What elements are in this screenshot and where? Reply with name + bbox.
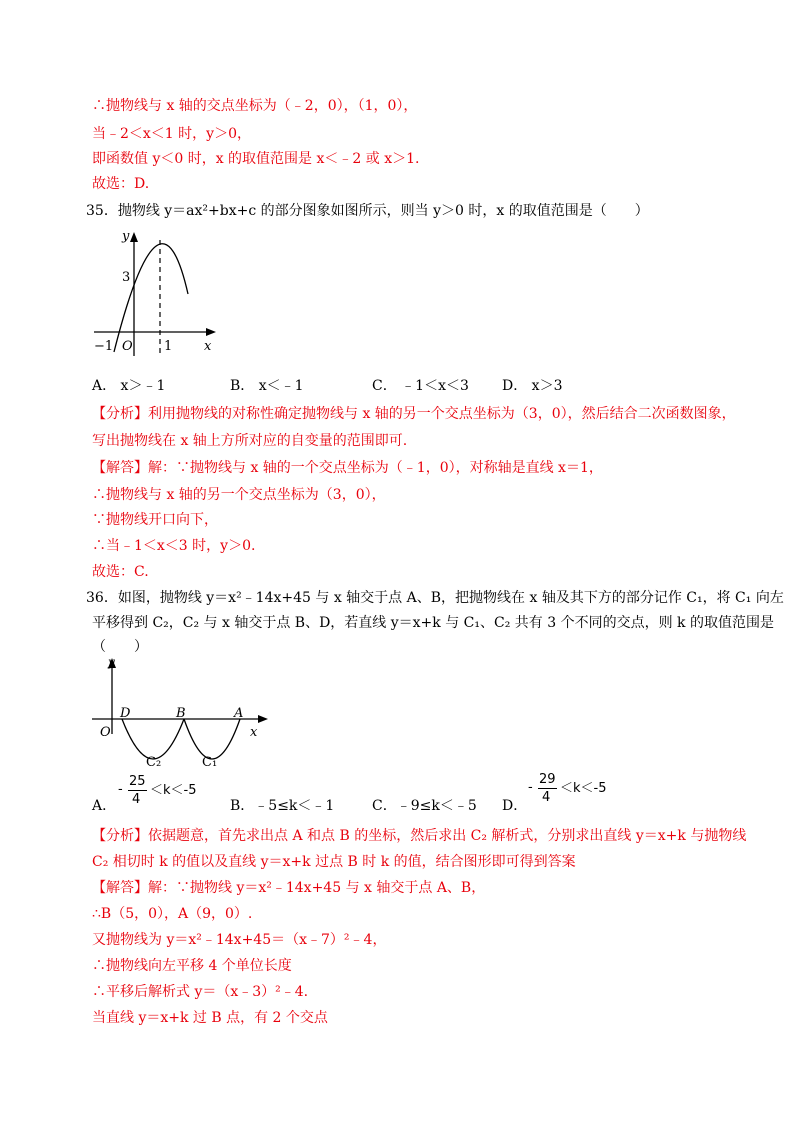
q36-option-d-label: D． — [502, 798, 528, 814]
q36-solution-5: ∴平移后解析式 y＝（x﹣3）²﹣4. — [92, 984, 309, 1000]
q36-fig-b: B — [176, 706, 186, 721]
q35-option-d: D． x＞3 — [502, 378, 563, 394]
q35-solution-3: ∵抛物线开口向下， — [92, 512, 218, 528]
q36-solution-2: ∴B（5，0），A（9，0）. — [92, 906, 253, 922]
q36-solution-3: 又抛物线为 y＝x²﹣14x+45＝（x﹣7）²﹣4， — [92, 932, 387, 948]
q35-fig-y: y — [122, 229, 130, 244]
q36-option-b: B．﹣5≤k＜﹣1 — [230, 798, 335, 814]
q35-fig-x: x — [204, 339, 212, 354]
q36-fig-a: A — [234, 706, 244, 721]
q36-stem-1: 36．如图，抛物线 y＝x²﹣14x+45 与 x 轴交于点 A、B，把抛物线在 x 轴及其下方的部分记作 C₁，将 C₁ 向左 — [86, 590, 784, 606]
q35-option-a: A． x＞﹣1 — [92, 378, 166, 394]
q35-fig-o: O — [122, 339, 133, 354]
q36-option-a-num: 25 — [129, 774, 146, 789]
q36-stem-3: （ ） — [92, 639, 148, 655]
q35-solution-1: 【解答】解：∵抛物线与 x 轴的一个交点坐标为（﹣1，0），对称轴是直线 x＝1， — [92, 460, 603, 476]
q36-fig-d: D — [120, 706, 131, 721]
q36-fig-o: O — [100, 725, 111, 740]
q35-solution-4: ∴当﹣1＜x＜3 时，y＞0. — [92, 538, 256, 554]
q35-fig-1: 1 — [164, 339, 173, 354]
q35-stem: 35．抛物线 y＝ax²+bx+c 的部分图象如图所示，则当 y＞0 时，x 的取值范围是（ ） — [86, 203, 649, 219]
q35-fig-m1: −1 — [94, 339, 114, 354]
q35-figure — [92, 226, 232, 358]
q36-option-a-label: A． — [92, 798, 117, 814]
q36-option-d-num: 29 — [539, 772, 556, 787]
q35-analysis-2: 写出抛物线在 x 轴上方所对应的自变量的范围即可. — [92, 433, 408, 449]
q35-solution-2: ∴抛物线与 x 轴的另一个交点坐标为（3，0）， — [92, 487, 386, 503]
q36-option-d-den: 4 — [542, 790, 551, 805]
q35-solution-5: 故选：C. — [92, 564, 149, 580]
q35-analysis-1: 【分析】利用抛物线的对称性确定抛物线与 x 轴的另一个交点坐标为（3，0），然后结合二次函数图象， — [92, 406, 736, 422]
q36-fig-y: y — [108, 655, 115, 669]
q36-option-a-rest: ＜k＜-5 — [150, 783, 197, 798]
q36-solution-1: 【解答】解：∵抛物线 y＝x²﹣14x+45 与 x 轴交于点 A、B， — [92, 880, 486, 896]
q36-fig-c2: C₂ — [146, 755, 162, 770]
q36-stem-2: 平移得到 C₂，C₂ 与 x 轴交于点 B、D，若直线 y＝x+k 与 C₁、C₂ 共有 3 个不同的交点，则 k 的取值范围是 — [92, 615, 774, 631]
q36-analysis-1: 【分析】依据题意，首先求出点 A 和点 B 的坐标，然后求出 C₂ 解析式，分别求出直线 y＝x+k 与抛物线 — [92, 828, 747, 844]
q36-solution-6: 当直线 y＝x+k 过 B 点，有 2 个交点 — [92, 1010, 328, 1026]
q36-fig-c1: C₁ — [202, 755, 218, 770]
prev-line-3: 即函数值 y＜0 时，x 的取值范围是 x＜﹣2 或 x＞1. — [92, 151, 420, 167]
q36-fig-x: x — [250, 725, 258, 740]
q35-fig-3: 3 — [122, 270, 131, 285]
q35-option-c: C． ﹣1＜x＜3 — [372, 378, 469, 394]
q36-option-c: C．﹣9≤k＜﹣5 — [372, 798, 477, 814]
q36-figure — [90, 654, 280, 774]
q36-option-a-den: 4 — [132, 792, 141, 807]
q36-solution-4: ∴抛物线向左平移 4 个单位长度 — [92, 958, 292, 974]
prev-line-1: ∴抛物线与 x 轴的交点坐标为（﹣2，0），（1，0）， — [92, 98, 418, 114]
q36-option-d-rest: ＜k＜-5 — [560, 781, 607, 796]
q36-analysis-2: C₂ 相切时 k 的值以及直线 y＝x+k 过点 B 时 k 的值，结合图形即可得到答案 — [92, 854, 576, 870]
q35-option-b: B． x＜﹣1 — [230, 378, 304, 394]
prev-line-2: 当﹣2＜x＜1 时，y＞0， — [92, 126, 251, 142]
prev-line-4: 故选：D. — [92, 176, 150, 192]
